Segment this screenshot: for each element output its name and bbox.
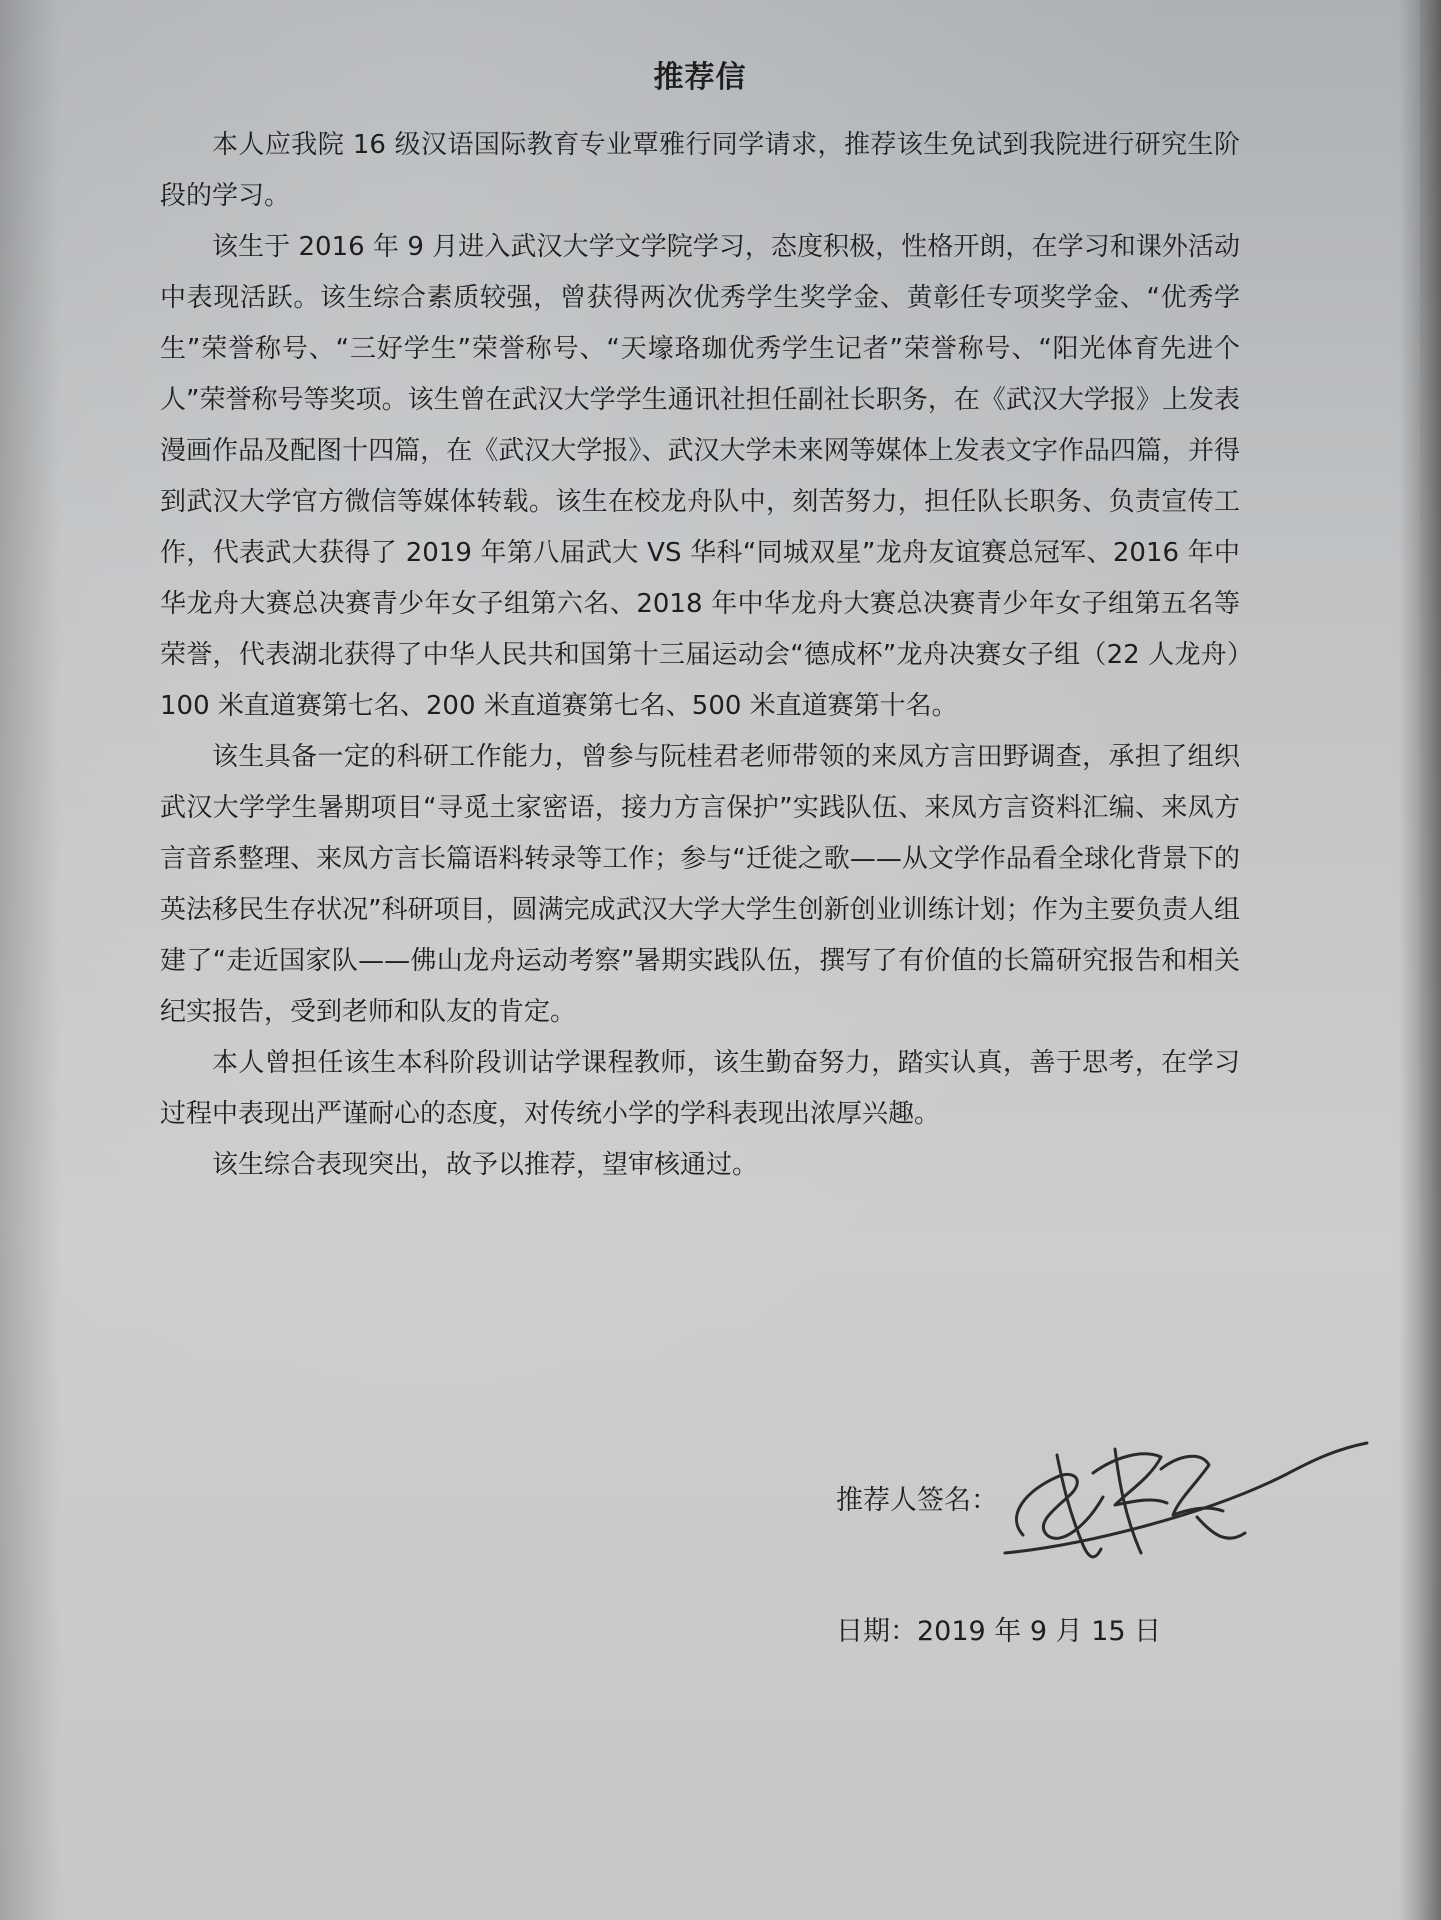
letter-date: 日期：2019 年 9 月 15 日 — [836, 1616, 1162, 1647]
paragraph-achievements: 该生于 2016 年 9 月进入武汉大学文学院学习，态度积极，性格开朗，在学习和课外活动中表现活跃。该生综合素质较强，曾获得两次优秀学生奖学金、黄彰任专项奖学金、“优秀学生”荣誉称号、“三好学生”荣誉称号、“天壕珞珈优秀学生记者”荣誉称号、“阳光体育先进个人”荣誉称号等奖项。该生曾在武汉大学学生通讯社担任副社长职务，在《武汉大学报》上发表漫画作品及配图十四篇，在《武汉大学报》、武汉大学未来网等媒体上发表文字作品四篇，并得到武汉大学官方微信等媒体转载。该生在校龙舟队中，刻苦努力，担任队长职务、负责宣传工作，代表武大获得了 2019 年第八届武大 VS 华科“同城双星”龙舟友谊赛总冠军、2016 年中华龙舟大赛总决赛青少年女子组第六名、2018 年中华龙舟大赛总决赛青少年女子组第五名等荣誉，代表湖北获得了中华人民共和国第十三届运动会“德成杯”龙舟决赛女子组（22 人龙舟）100 米直道赛第七名、200 米直道赛第七名、500 米直道赛第十名。 — [160, 232, 1240, 721]
letter-body — [160, 52, 1240, 1191]
paper-shadow — [0, 0, 60, 1920]
letter-title: 推荐信 — [653, 60, 747, 95]
paragraph-research: 该生具备一定的科研工作能力，曾参与阮桂君老师带领的来凤方言田野调查，承担了组织武汉大学学生暑期项目“寻觅土家密语，接力方言保护”实践队伍、来凤方言资料汇编、来凤方言音系整理、来凤方言长篇语料转录等工作；参与“迁徙之歌——从文学作品看全球化背景下的英法移民生存状况”科研项目，圆满完成武汉大学大学生创新创业训练计划；作为主要负责人组建了“走近国家队——佛山龙舟运动考察”暑期实践队伍，撰写了有价值的长篇研究报告和相关纪实报告，受到老师和队友的肯定。 — [160, 742, 1240, 1027]
paragraph-teacher-evaluation: 本人曾担任该生本科阶段训诂学课程教师，该生勤奋努力，踏实认真，善于思考，在学习过程中表现出严谨耐心的态度，对传统小学的学科表现出浓厚兴趣。 — [160, 1048, 1240, 1129]
signature-label: 推荐人签名： — [836, 1485, 998, 1516]
paragraph-conclusion: 该生综合表现突出，故予以推荐，望审核通过。 — [212, 1150, 759, 1180]
paper-edge-shadow — [1399, 0, 1441, 1920]
paragraph-request: 本人应我院 16 级汉语国际教育专业覃雅行同学请求，推荐该生免试到我院进行研究生阶段的学习。 — [160, 130, 1240, 211]
handwritten-signature — [965, 1385, 1385, 1585]
